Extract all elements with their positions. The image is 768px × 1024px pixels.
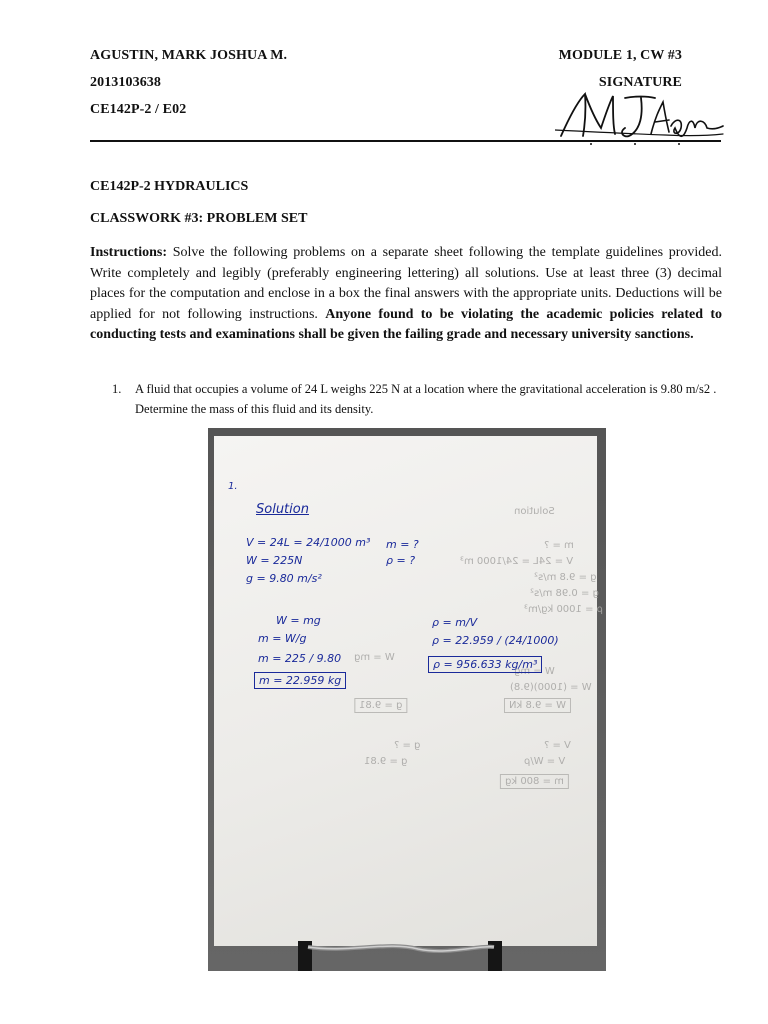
given-volume: V = 24L = 24/1000 m³ xyxy=(246,536,371,549)
ghost-heading: Solution xyxy=(514,506,555,517)
classwork-title: CLASSWORK #3: PROBLEM SET xyxy=(90,211,308,226)
student-id: 2013103638 xyxy=(90,75,161,90)
section-code: CE142P-2 / E02 xyxy=(90,102,187,117)
equation-density-sub: ρ = 22.959 / (24/1000) xyxy=(432,634,559,647)
answer-mass: m = 22.959 kg xyxy=(254,672,346,689)
ghost-line: W = (1000)(9.8) xyxy=(510,682,592,693)
student-name: AGUSTIN, MARK JOSHUA M. xyxy=(90,48,288,63)
ghost-line: g = ? xyxy=(394,740,421,751)
ghost-line: W = mg xyxy=(354,652,395,663)
unknown-mass: m = ? xyxy=(386,538,419,551)
solution-paper xyxy=(214,436,603,946)
ghost-line: g = 9.81 xyxy=(354,698,407,713)
ghost-line: g = 9.8 m/s² xyxy=(534,572,597,583)
equation-weight: W = mg xyxy=(276,614,321,627)
instructions-label: Instructions: xyxy=(90,245,168,260)
ghost-line: V = ? xyxy=(544,740,571,751)
given-gravity: g = 9.80 m/s² xyxy=(246,572,322,585)
answer-density: ρ = 956.633 kg/m³ xyxy=(428,656,542,673)
header-divider xyxy=(90,140,721,142)
page-number: 1. xyxy=(228,481,238,492)
ghost-line: W = 9.8 kN xyxy=(504,698,571,713)
instructions-paragraph xyxy=(90,243,722,346)
problem-text: A fluid that occupies a volume of 24 L weighs 225 N at a location where the gravitational acceleration is 9.80 m/s2 . Determine the mass of this fluid and its density. xyxy=(135,382,717,416)
ghost-line: m = ? xyxy=(544,540,574,551)
module-label: MODULE 1, CW #3 xyxy=(558,48,682,63)
ghost-line: W = mg xyxy=(514,666,555,677)
handwritten-signature xyxy=(555,88,725,146)
solution-photo xyxy=(208,428,606,971)
equation-mass: m = W/g xyxy=(258,632,307,645)
ghost-line: g = 0.98 m/s² xyxy=(530,588,599,599)
solution-heading: Solution xyxy=(256,502,309,517)
ghost-line: ρ = 1000 kg/m³ xyxy=(524,604,603,615)
ghost-line: g = 9.81 xyxy=(364,756,408,767)
equation-mass-sub: m = 225 / 9.80 xyxy=(258,652,342,665)
instructions-body: Solve the following problems on a separate sheet following the template guidelines provided. Write completely and legibly (preferably engineering lettering) all solutions. Use at least three (3) decimal places for the computation and enclose in a box the final answers with the appropriate units. Deductions will be applied for not following instructions. xyxy=(90,245,722,322)
course-title: CE142P-2 HYDRAULICS xyxy=(90,179,249,194)
ghost-line: V = W/ρ xyxy=(524,756,566,767)
given-weight: W = 225N xyxy=(246,554,303,567)
ghost-line: m = 800 kg xyxy=(500,774,569,789)
signature-label: SIGNATURE xyxy=(598,75,682,90)
photo-stand xyxy=(288,933,528,971)
ghost-line: V = 24L = 24/1000 m³ xyxy=(460,556,574,567)
equation-density: ρ = m/V xyxy=(432,616,478,629)
instructions-warning: Anyone found to be violating the academic policies related to conducting tests and examinations shall be given the failing grade and necessary university sanctions. xyxy=(90,306,722,342)
problem-number: 1. xyxy=(112,382,122,396)
unknown-density: ρ = ? xyxy=(386,554,416,567)
